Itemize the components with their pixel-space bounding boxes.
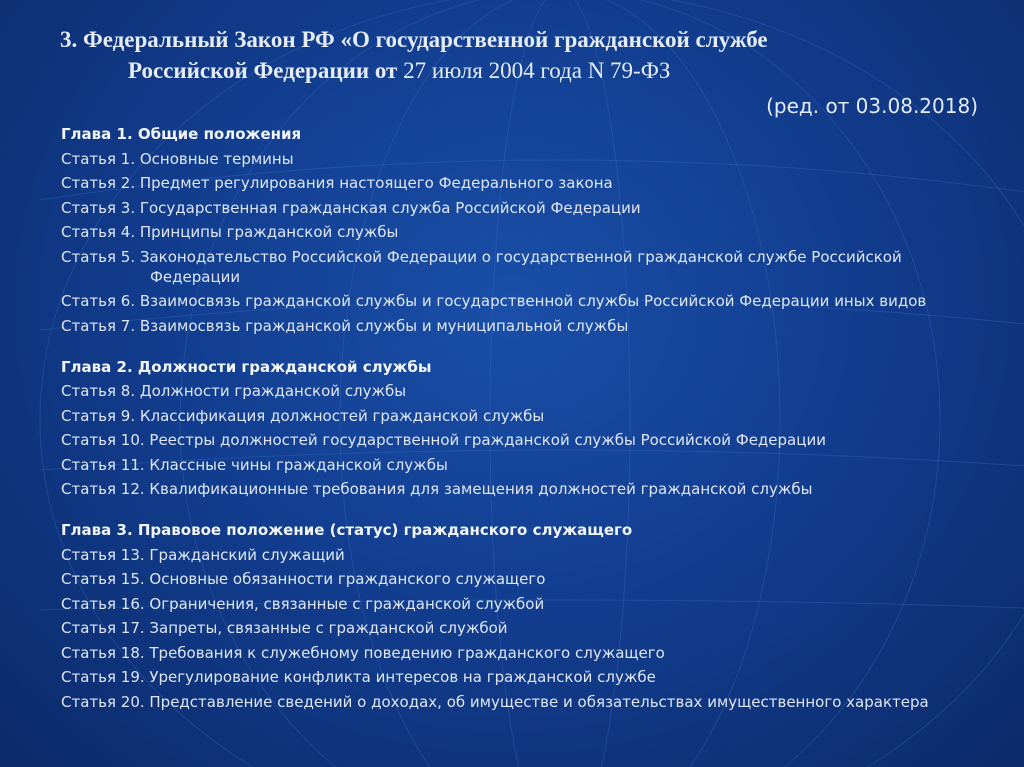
article-item: Статья 16. Ограничения, связанные с гражданской службой bbox=[61, 594, 545, 613]
article-item: Статья 11. Классные чины гражданской службы bbox=[61, 455, 448, 474]
article-item: Статья 12. Квалификационные требования для замещения должностей гражданской службы bbox=[61, 480, 813, 498]
article-item: Статья 2. Предмет регулирования настоящего Федерального закона bbox=[61, 174, 613, 192]
article-item: Статья 1. Основные термины bbox=[61, 149, 294, 168]
article-item: Статья 15. Основные обязанности гражданского служащего bbox=[61, 570, 546, 588]
article-item: Статья 10. Реестры должностей государственной гражданской службы Российской Федерации bbox=[61, 431, 826, 449]
article-item: Статья 9. Классификация должностей гражданской службы bbox=[61, 406, 545, 425]
chapter-heading: Глава 1. Общие положения bbox=[61, 125, 302, 143]
table-of-contents bbox=[61, 124, 981, 716]
article-item: Статья 4. Принципы гражданской службы bbox=[61, 223, 399, 241]
chapter-heading: Глава 2. Должности гражданской службы bbox=[61, 357, 432, 376]
slide-title-line2-bold: Российской Федерации от bbox=[128, 58, 398, 83]
article-item: Статья 6. Взаимосвязь гражданской службы и государственной службы Российской Федерации иных видов bbox=[61, 292, 927, 310]
edition-date: (ред. от 03.08.2018) bbox=[766, 94, 978, 118]
article-item: Статья 8. Должности гражданской службы bbox=[61, 382, 407, 400]
slide-title-line2-regular: 27 июля 2004 года N 79-ФЗ bbox=[397, 58, 671, 83]
article-item: Статья 7. Взаимосвязь гражданской службы и муниципальной службы bbox=[61, 316, 629, 335]
article-item: Статья 18. Требования к служебному поведению гражданского служащего bbox=[61, 643, 665, 662]
slide-title-line1: 3. Федеральный Закон РФ «О государственной гражданской службе bbox=[60, 27, 768, 52]
article-item: Статья 13. Гражданский служащий bbox=[61, 545, 345, 564]
article-item: Статья 17. Запреты, связанные с гражданской службой bbox=[61, 619, 508, 637]
article-item: Статья 19. Урегулирование конфликта интересов на гражданской службе bbox=[61, 668, 656, 686]
article-item: Статья 20. Представление сведений о доходах, об имуществе и обязательствах имущественного характера bbox=[61, 692, 929, 711]
chapter-heading: Глава 3. Правовое положение (статус) гражданского служащего bbox=[61, 521, 633, 539]
article-item: Статья 3. Государственная гражданская служба Российской Федерации bbox=[61, 198, 641, 217]
article-item: Статья 5. Законодательство Российской Федерации о государственной гражданской службе Российской Федерации bbox=[61, 247, 902, 286]
slide-title-line2 bbox=[128, 58, 670, 84]
